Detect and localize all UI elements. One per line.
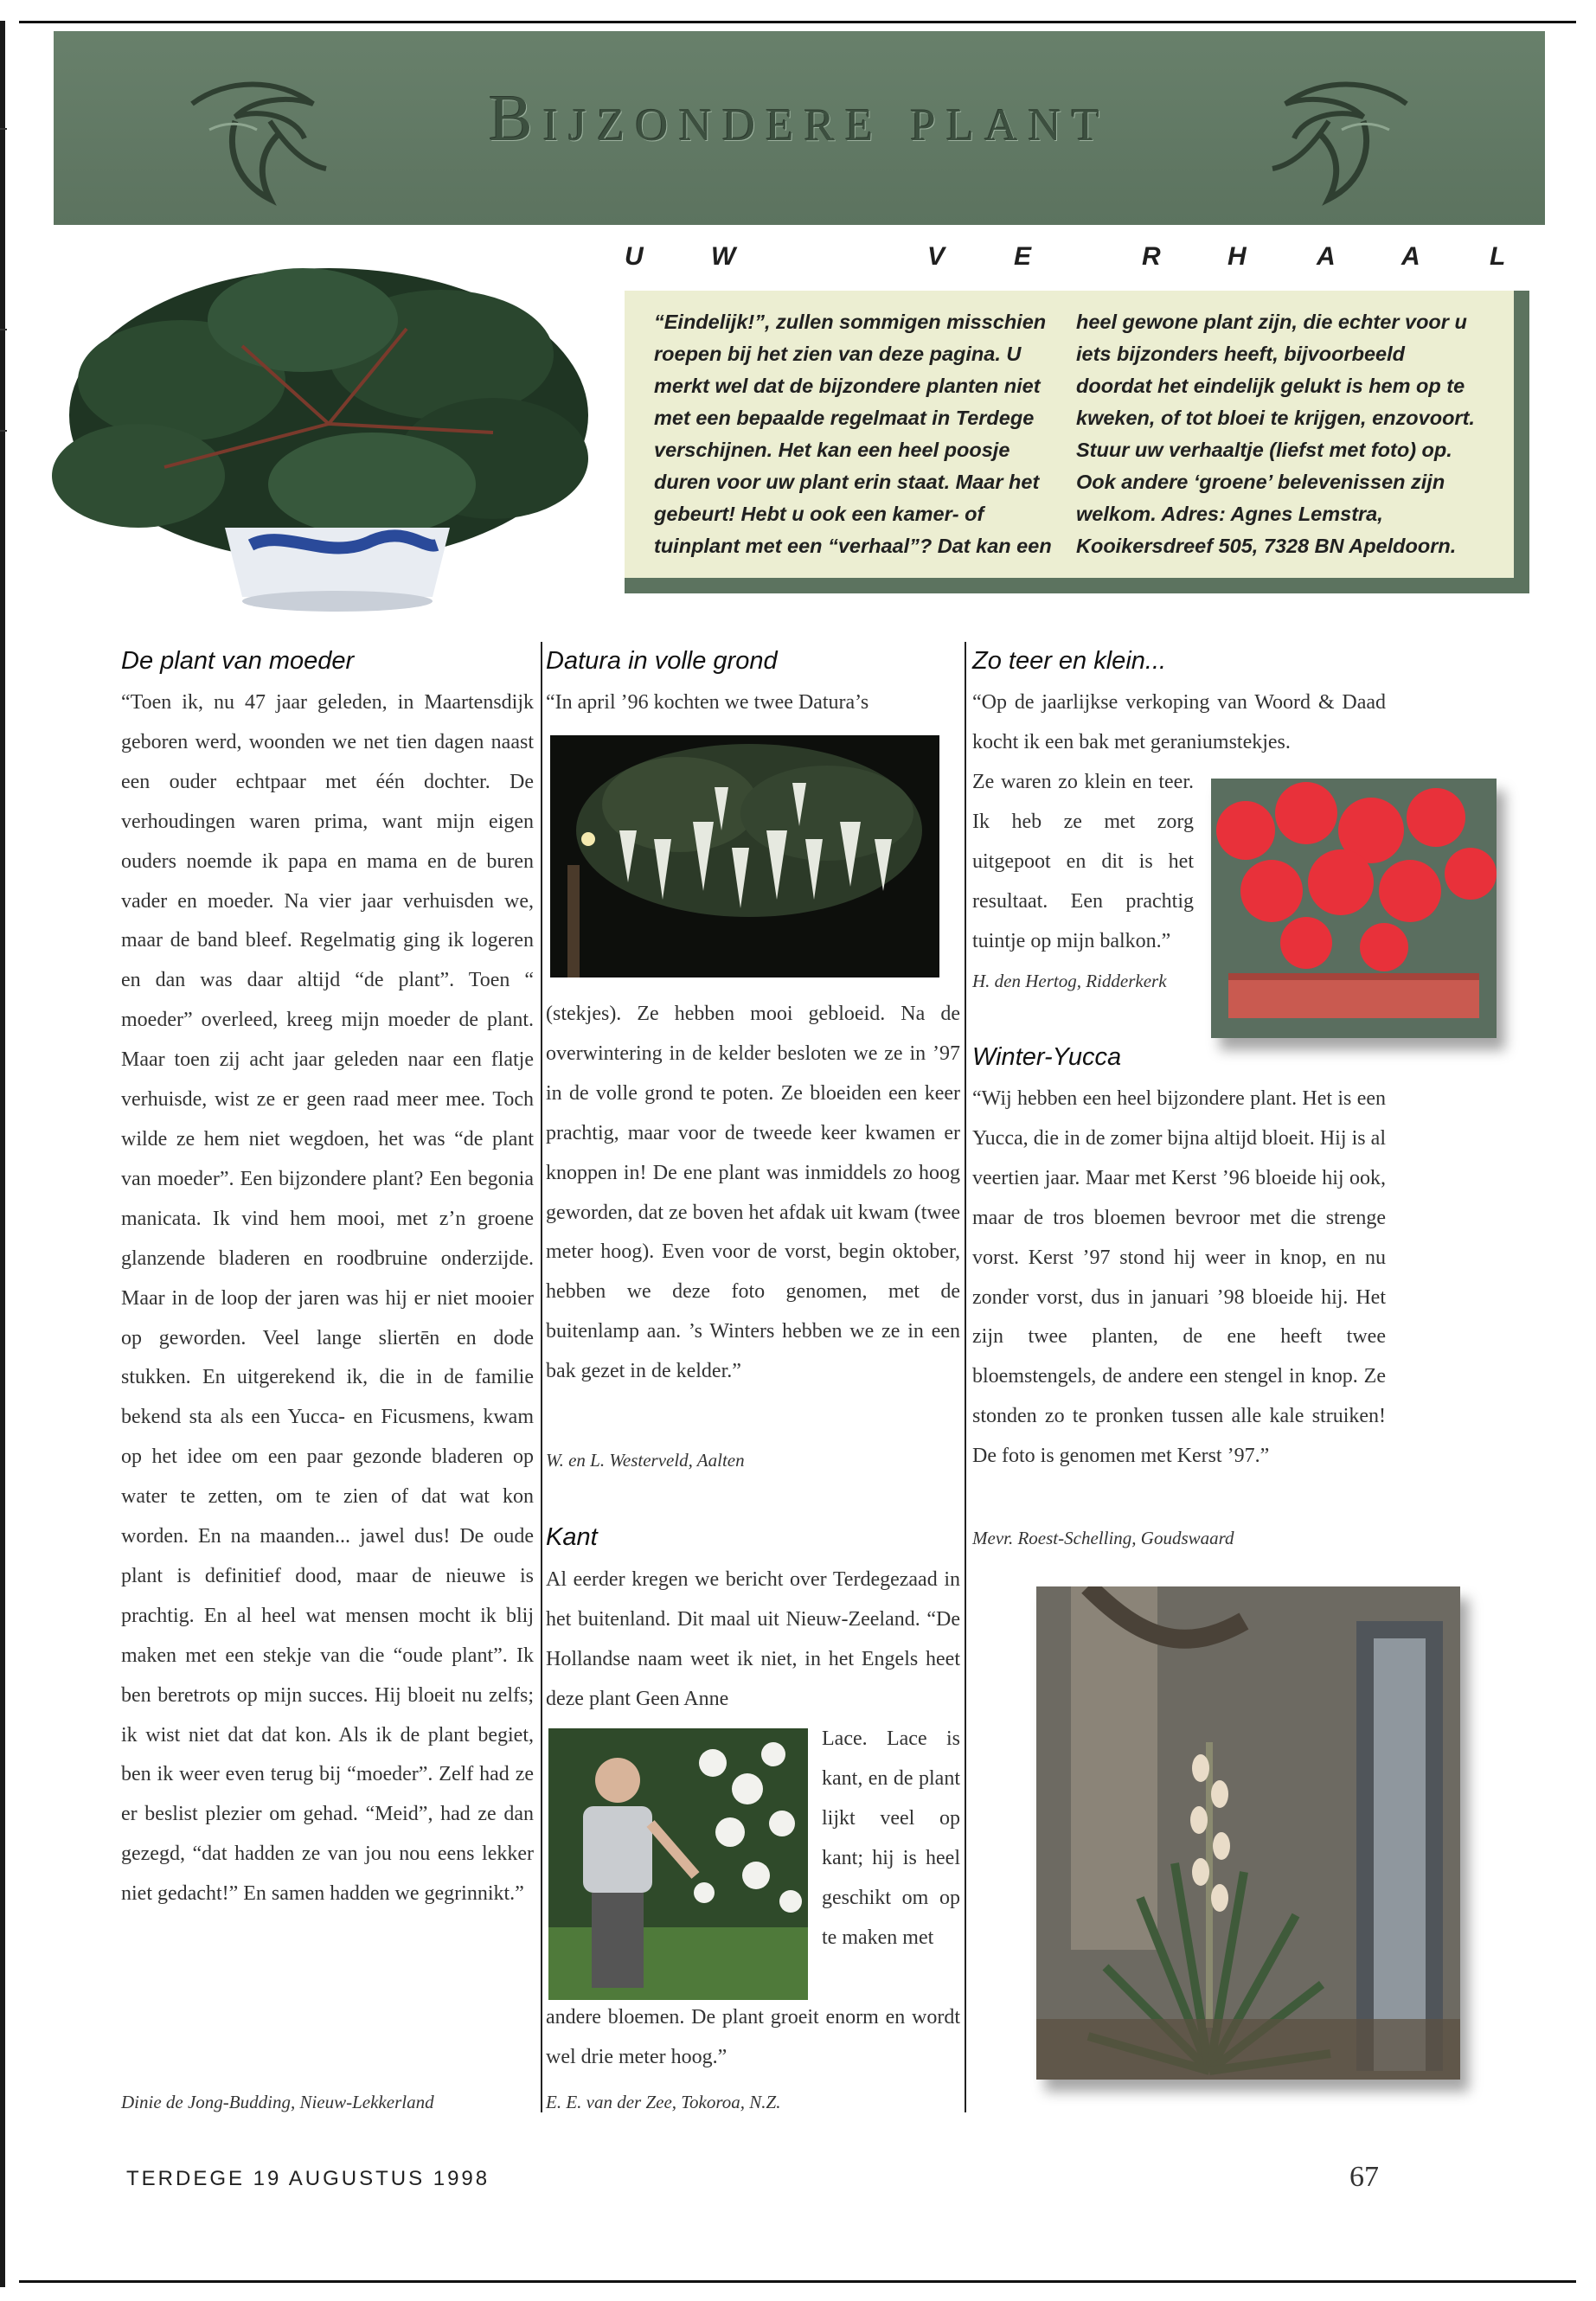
bottom-rule (19, 2280, 1576, 2283)
article-datura-top: “In april ’96 kochten we twee Datura’s (546, 691, 869, 714)
letter: R (1142, 242, 1161, 271)
intro-left: “Eindelijk!”, zullen sommigen misschien roepen bij het zien van deze pagina. U merkt wel dat de bijzondere planten niet met een bepaalde regelmaat in Terdege verschijnen. Het kan een heel poosje duren voor uw plant erin staat. Maar het gebeurt! Hebt u ook een kamer- of tuinplant met een “verhaal”? Dat kan een (654, 311, 1052, 557)
letter: U (625, 242, 644, 271)
column-rule (541, 642, 542, 2112)
article-kant-bottom: andere bloemen. De plant groeit enorm en wordt wel drie meter hoog.” (546, 2006, 960, 2068)
letter: H (1227, 242, 1247, 271)
heading-zo-teer: Zo teer en klein... (972, 647, 1167, 675)
heading-winter-yucca: Winter-Yucca (972, 1043, 1122, 1071)
article-zo-teer-top: “Op de jaarlijkse verkoping van Woord & Daad kocht ik een bak met geraniumstekjes. (972, 691, 1386, 753)
left-edge (0, 21, 5, 2287)
letter: V (927, 242, 945, 271)
article-datura: (stekjes). Ze hebben mooi gebloeid. Na de overwintering in de kelder besloten we ze in ’97 in de volle grond te poten. Ze bloeiden een keer prachtig, maar voor de tweede keer kwamen er knoppen in! De ene plant was inmiddels zo hoog geworden, dat ze boven het afdak uit kwam (twee meter hoog). Even voor de vorst, begin oktober, hebben we deze foto genomen, met de buitenlamp aan. ’s Winters hebben we ze in een bak gezet in de kelder.” (546, 1003, 960, 1383)
article-kant-top: Al eerder kregen we bericht over Terdegezaad in het buitenland. Dit maal uit Nieuw-Zeeland. “De Hollandse naam weet ik niet, in het Engels heet deze plant Geen Anne (546, 1568, 960, 1710)
letter: E (1014, 242, 1032, 271)
banner-title: Bijzondere plant (488, 82, 1111, 155)
signature-datura: W. en L. Westerveld, Aalten (546, 1450, 745, 1471)
begonia-photo (43, 251, 597, 614)
page-number: 67 (1349, 2161, 1379, 2193)
kant-photo (548, 1728, 808, 2000)
margin-mark (0, 128, 7, 130)
geranium-photo (1211, 779, 1497, 1038)
uw-verhaal-heading (625, 242, 1506, 280)
signature-yucca: Mevr. Roest-Schelling, Goudswaard (972, 1528, 1234, 1548)
intro-right: heel gewone plant zijn, die echter voor u iets bijzonders heeft, bijvoorbeeld doordat het eindelijk gelukt is hem op te kweken, of tot bloei te krijgen, enzovoort. Stuur uw verhaaltje (liefst met foto) op. Ook andere ‘groene’ belevenissen zijn welkom. Adres: Agnes Lemstra, Kooikersdreef 505, 7328 BN Apeldoorn. (1076, 311, 1475, 557)
margin-mark (0, 329, 7, 330)
leaf-ornament-icon (1251, 69, 1424, 208)
article-winter-yucca: “Wij hebben een heel bijzondere plant. Het is een Yucca, die in de zomer bijna altijd bloeit. Hij is al veertien jaar. Maar met Kerst ’96 bloeide hij ook, maar de tros bloemen bevroor met die strenge vorst. Kerst ’97 stond hij weer in knop, en nu zonder vorst, dus in januari ’98 bloeide hij. Het zijn twee planten, de ene heeft twee bloemstengels, de andere een stengel in knop. Ze stonden zo te pronken tussen alle kale struiken! De foto is genomen met Kerst ’97.” (972, 1087, 1386, 1468)
article-kant-side: Lace. Lace is kant, en de plant lijkt veel op kant; hij is heel geschikt om op te maken met (822, 1727, 960, 1949)
heading-kant: Kant (546, 1523, 598, 1551)
datura-photo (550, 735, 939, 977)
heading-plant-van-moeder: De plant van moeder (121, 647, 355, 675)
intro-box (625, 291, 1529, 593)
letter: W (711, 242, 736, 271)
signature-moeder: Dinie de Jong-Budding, Nieuw-Lekkerland (121, 2092, 434, 2112)
article-zo-teer-side: Ze waren zo klein en teer. Ik heb ze met zorg uitgepoot en dit is het resultaat. Een prachtig tuintje op mijn balkon.” (972, 771, 1194, 952)
heading-datura: Datura in volle grond (546, 647, 778, 675)
letter: A (1401, 242, 1420, 271)
column-rule (965, 642, 966, 2112)
margin-mark (0, 430, 7, 432)
letter: L (1490, 242, 1506, 271)
top-rule (19, 21, 1576, 23)
letter: A (1317, 242, 1336, 271)
signature-kant: E. E. van der Zee, Tokoroa, N.Z. (546, 2092, 781, 2112)
issue-footer: TERDEGE 19 AUGUSTUS 1998 (126, 2167, 490, 2190)
section-banner (54, 31, 1545, 225)
yucca-photo (1036, 1586, 1460, 2080)
article-plant-van-moeder: “Toen ik, nu 47 jaar geleden, in Maartensdijk geboren werd, woonden we net tien dagen naast een ouder echtpaar met één dochter. De verhoudingen waren prima, want mijn eigen ouders noemde ik papa en mama en de buren vader en moeder. Na vier jaar verhuisden we, maar de band bleef. Regelmatig ging ik logeren en dan was daar altijd “de plant”. Toen “ moeder” overleed, kreeg mijn moeder de plant. Maar toen zij acht jaar geleden naar een flatje verhuisde, wist ze er geen raad meer mee. Toch wilde ze hem niet wegdoen, het was “de plant van moeder”. Een bijzondere plant? Een begonia manicata. Ik vind hem mooi, met z’n groene glanzende bladeren en roodbruine onderzijde. Maar in de loop der jaren was hij er niet mooier op geworden. Veel lange sliertēn en dode stukken. En uitgerekend ik, die in de familie bekend sta als een Yucca- en Ficusmens, kwam op het idee om een paar gezonde bladeren op water te zetten, om te zien of dat wat kon worden. En na maanden... jawel dus! De oude plant is definitief dood, maar de nieuwe is prachtig. En al heel wat mensen mocht ik blij maken met een stekje van die “oude plant”. Ik ben beretrots op mijn succes. Hij bloeit nu zelfs; ik wist niet dat dat kon. Als ik de plant begiet, ben ik weer even terug bij “moeder”. Zelf had ze er beslist plezier om gehad. “Meid”, had ze dan gezegd, “dat hadden ze van jou nou eens lekker niet gedacht!” En samen hadden we gegrinnikt.” (121, 691, 534, 1906)
signature-teer: H. den Hertog, Ridderkerk (972, 971, 1167, 991)
